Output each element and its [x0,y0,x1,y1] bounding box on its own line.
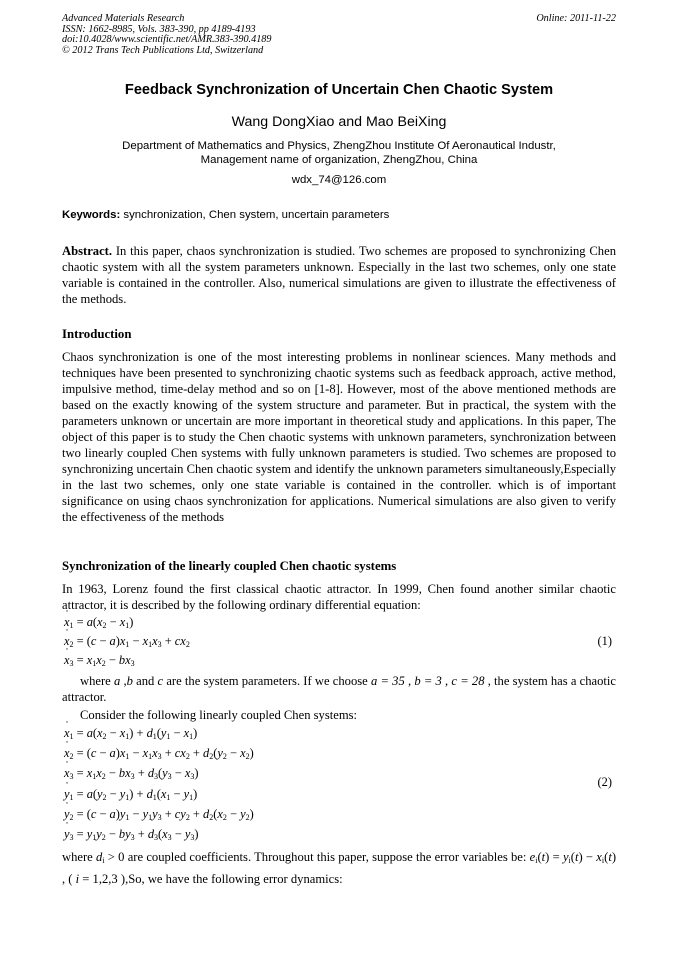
text: are coupled coefficients. Throughout this paper, suppose the error variables be: [124,850,530,864]
text: where [62,850,97,864]
affiliation-line-2: Management name of organization, ZhengZhou, China [200,154,478,166]
author-email: wdx_74@126.com [291,174,387,186]
equation-2-line-2: ˙ $x_2 = (c - a)x_1 - x_1x_3 + cx_2 + d_2(y_2 - x_2)$ [64,745,254,765]
coupled-intro-text: Consider the following linearly coupled Chen systems: [80,708,358,722]
equation-1-line-3: ˙ $x_3 = x_1x_2 - bx_3$ [64,652,135,672]
text: , [62,872,69,886]
text: where [80,674,114,688]
journal-header [62,14,271,56]
affiliation [0,139,678,167]
equation-2-line-6: ˙ $y_3 = y_1y_2 - by_3 + d_3(x_3 - y_3)$ [64,826,199,846]
affiliation-line-1: Department of Mathematics and Physics, ZhengZhou Institute Of Aeronautical Industr, [122,140,556,152]
introduction-text: Chaos synchronization is one of the most interesting problems in nonlinear sciences. Many methods and techniques have been presented to synchronizing chaotic systems such as feedback approach, active method, impulsive method, time-delay method and so on [1-8]. However, most of the above mentioned methods are based on the exactly knowing of the system structure and parameter. But in practical, the system with the parameters unknown or uncertain are more important in theoretical study and applications. In this paper, The object of this paper is to study the Chen chaotic systems with unknown parameters, synchronization between two linearly coupled Chen systems with fully unknown parameters is studied. Two schemes are proposed to synchronizing uncertain Chen chaotic system and identify the unknown parameters simultaneously,Especially in the last two schemes, only one state variable is contained in the controller. which is of important significance on using chaos synchronization for applications. Numerical simulations are also given to verify the effectiveness of the methods [62,350,616,524]
issn-line: ISSN: 1662-8985, Vols. 383-390, pp 4189-4193 [62,23,256,35]
equation-2-line-1: ˙ $x_1 = a(x_2 - x_1) + d_1(y_1 - x_1)$ [64,725,197,745]
section-heading-synchronization: Synchronization of the linearly coupled Chen chaotic systems [62,559,397,573]
equation-2-line-5: ˙ $y_2 = (c - a)y_1 - y_1y_3 + cy_2 + d_2(x_2 - y_2)$ [64,806,254,826]
text: and [132,674,158,688]
equation-2-number: (2) [597,775,612,789]
equation-2-line-3: ˙ $x_3 = x_1x_2 - bx_3 + d_3(y_3 - x_3)$ [64,765,199,785]
abstract [62,243,616,307]
synchronization-text: In 1963, Lorenz found the first classical chaotic attractor. In 1999, Chen found another similar chaotic attractor, it is described by the following ordinary differential equation: [62,582,616,612]
keywords-label: Keywords: [62,209,121,221]
keywords [62,209,618,221]
online-date: Online: 2011-11-22 [536,13,616,24]
equation-1-line-1: ˙ $x_1 = a(x_2 - x_1)$ [64,614,133,634]
journal-name: Advanced Materials Research [62,13,185,24]
abstract-label: Abstract. [62,244,113,258]
paper-authors: Wang DongXiao and Mao BeiXing [231,114,447,130]
doi-line: doi:10.4028/www.scientific.net/AMR.383-390.4189 [62,34,272,46]
equation-1-number: (1) [597,634,612,648]
section-heading-introduction: Introduction [62,327,132,341]
text: are the system parameters. If we choose [163,674,371,688]
abstract-text: In this paper, chaos synchronization is studied. Two schemes are proposed to synchronizing Chen chaotic system with all the system parameters unknown. Especially in the last two schemes, only one state variable is contained in the controller. Also, numerical simulations are given to illustrate the effectiveness of the methods. [62,244,616,306]
keywords-list: synchronization, Chen system, uncertain parameters [120,209,390,221]
text: , the system has a chaotic attractor. [62,674,616,704]
paper-title: Feedback Synchronization of Uncertain Chen Chaotic System [124,82,554,98]
parameter-values: a = 35 , b = 3 , c = 28 [370,674,485,688]
copyright-line: © 2012 Trans Tech Publications Ltd, Switzerland [62,44,264,56]
equation-2-line-4: ˙ $y_1 = a(y_2 - y_1) + d_1(x_1 - y_1)$ [64,786,197,806]
equation-1-line-2: ˙ $x_2 = (c - a)x_1 - x_1x_3 + cx_2$ [64,633,190,653]
coefficients-text: where $d_i > 0$ are coupled coefficients. Throughout this paper, suppose the error variables be: $e_i(t) = y_i(t) - x_i(t)$ , ( i = 1,2,3 ),So, we have the following error dynamics: [62,850,617,886]
text: ),So, we have the following error dynamics: [117,872,343,886]
parameters-text: where a ,b and c are the system parameters. If we choose a = 35 , b = 3 , c = 28 , the system has a chaotic attractor. [62,674,616,704]
